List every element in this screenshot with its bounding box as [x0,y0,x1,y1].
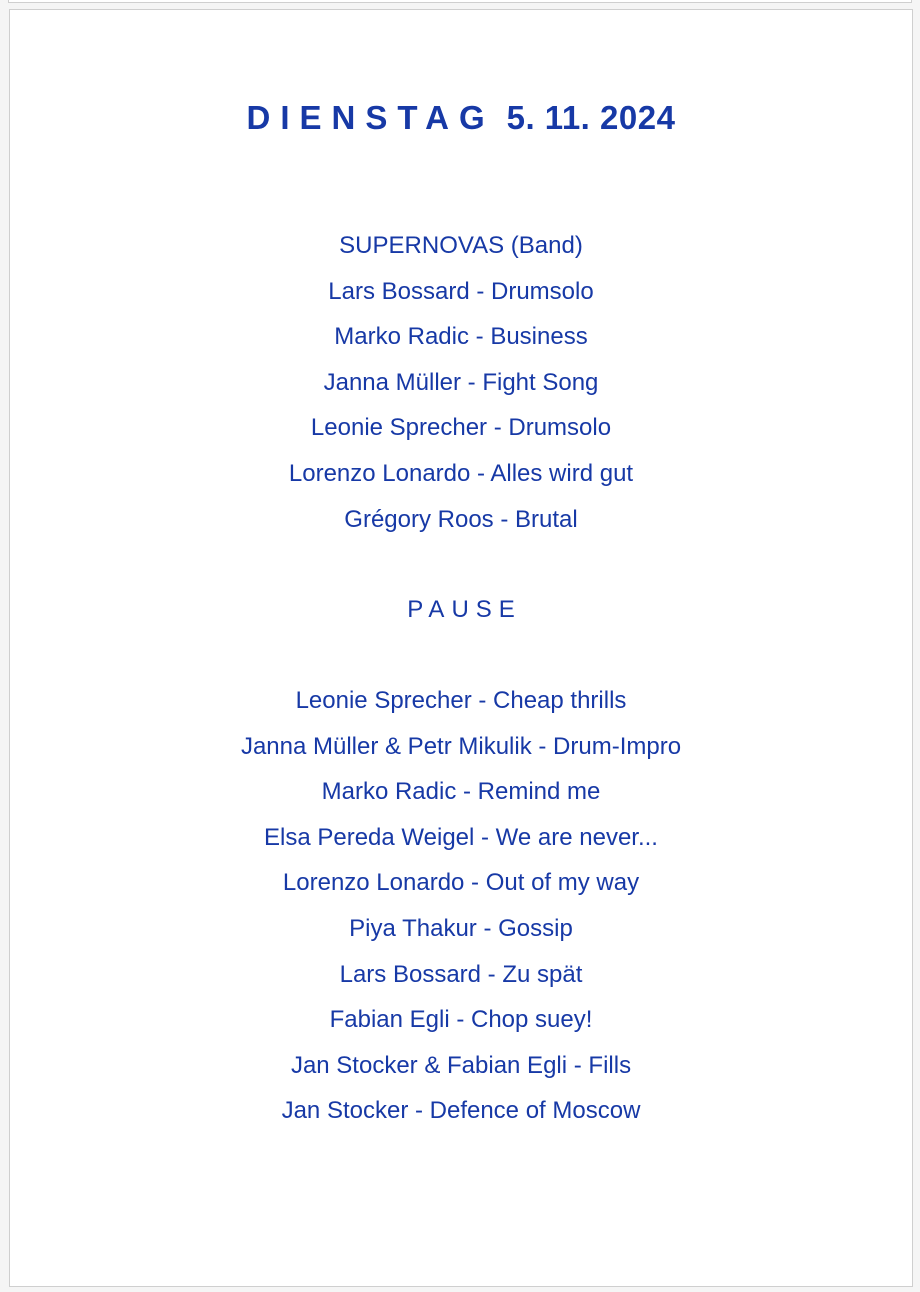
program-item: Leonie Sprecher - Drumsolo [310,414,612,442]
program-list-first-half [10,223,912,542]
program-item: Lars Bossard - Drumsolo [328,277,594,305]
page-title [10,96,912,140]
title-day: DIENSTAG [246,99,495,136]
program-item: Fabian Egli - Chop suey! [329,1006,593,1034]
program-item: Lorenzo Lonardo - Alles wird gut [288,459,634,487]
program-item: Leonie Sprecher - Cheap thrills [295,687,627,714]
program-item: SUPERNOVAS (Band) [339,232,583,259]
program-item: Marko Radic - Remind me [321,778,601,806]
program-item: Lorenzo Lonardo - Out of my way [282,869,640,897]
previous-page-edge [8,0,912,3]
program-list-second-half [10,678,912,1134]
program-page [9,9,913,1287]
program-item: Marko Radic - Business [334,323,588,351]
program-item: Janna Müller - Fight Song [323,368,599,396]
program-item: Elsa Pereda Weigel - We are never... [264,823,658,851]
title-date: 5. 11. 2024 [506,99,676,136]
program-item: Jan Stocker & Fabian Egli - Fills [290,1051,632,1079]
pause-heading: PAUSE [407,596,522,623]
program-item: Piya Thakur - Gossip [349,914,573,942]
program-item: Lars Bossard - Zu spät [339,960,583,988]
program-item: Janna Müller & Petr Mikulik - Drum-Impro [240,732,682,760]
program-item: Jan Stocker - Defence of Moscow [281,1097,641,1125]
program-item: Grégory Roos - Brutal [344,505,578,533]
